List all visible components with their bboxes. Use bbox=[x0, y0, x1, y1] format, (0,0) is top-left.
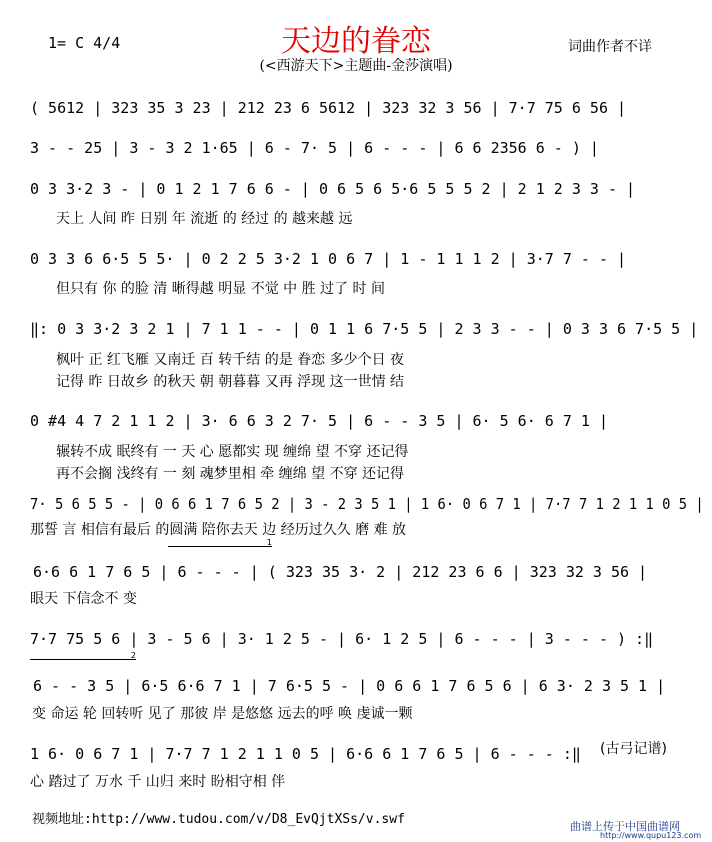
watermark-line-2: http://www.qupu123.com bbox=[600, 831, 702, 840]
watermark-line-1: 曲谱上传于中国曲谱网 bbox=[570, 820, 680, 833]
lyric-line: 但只有 你 的脸 清 晰得越 明显 不觉 中 胜 过了 时 间 bbox=[56, 281, 385, 297]
notation-row: ( 5612 | 323 35 3 23 | 212 23 6 5612 | 323 32 3 56 | 7·7 75 6 56 | bbox=[30, 99, 627, 117]
volta-bracket-1: 1 bbox=[168, 546, 272, 547]
lyric-line: 枫叶 正 红飞雁 又南迁 百 转千结 的是 眷恋 多少个日 夜 bbox=[56, 352, 405, 368]
notation-row: 0 3 3 6 6·5 5 5· | 0 2 2 5 3·2 1 0 6 7 | 1 - 1 1 1 2 | 3·7 7 - - | bbox=[30, 250, 627, 268]
notation-row: ‖: 0 3 3·2 3 2 1 | 7 1 1 - - | 0 1 1 6 7·5 5 | 2 3 3 - - | 0 3 3 6 7·5 5 | bbox=[30, 320, 699, 338]
transcriber-note: (古弓记谱) bbox=[600, 741, 667, 757]
notation-row: 0 3 3·2 3 - | 0 1 2 1 7 6 6 - | 0 6 5 6 5·6 5 5 5 2 | 2 1 2 3 3 - | bbox=[30, 180, 636, 198]
notation-row: 7·7 75 5 6 | 3 - 5 6 | 3· 1 2 5 - | 6· 1 2 5 | 6 - - - | 3 - - - ) :‖ bbox=[30, 630, 654, 648]
notation-row: 0 #4 4 7 2 1 1 2 | 3· 6 6 3 2 7· 5 | 6 - - 3 5 | 6· 5 6· 6 7 1 | bbox=[30, 412, 608, 430]
lyric-line: 那誓 言 相信有最后 的圆满 陪你去天 边 经历过久久 磨 难 放 bbox=[30, 522, 407, 538]
lyric-line: 辗转不成 眠终有 一 天 心 愿都实 现 缠绵 望 不穿 还记得 bbox=[56, 444, 409, 460]
notation-row: 7· 5 6 5 5 - | 0 6 6 1 7 6 5 2 | 3 - 2 3 5 1 | 1 6· 0 6 7 1 | 7·7 7 1 2 1 1 0 5 | bbox=[30, 495, 704, 513]
lyric-line: 再不会搁 浅终有 一 刻 魂梦里相 牵 缠绵 望 不穿 还记得 bbox=[56, 466, 405, 482]
lyric-line: 眼天 下信念不 变 bbox=[30, 591, 137, 607]
notation-row: 3 - - 25 | 3 - 3 2 1·65 | 6 - 7· 5 | 6 - - - | 6 6 2356 6 - ) | bbox=[30, 139, 599, 157]
volta-bracket-2: 2 bbox=[30, 659, 136, 660]
notation-row: 6 - - 3 5 | 6·5 6·6 7 1 | 7 6·5 5 - | 0 6 6 1 7 6 5 6 | 6 3· 2 3 5 1 | bbox=[33, 677, 666, 695]
key-signature: 1= C 4/4 bbox=[48, 34, 121, 52]
lyric-line: 心 踏过了 万水 千 山归 来时 盼相守相 伴 bbox=[30, 774, 286, 790]
lyric-line: 天上 人间 昨 日别 年 流逝 的 经过 的 越来越 远 bbox=[56, 211, 353, 227]
composer-credit: 词曲作者不详 bbox=[568, 39, 652, 55]
video-url: 视频地址:http://www.tudou.com/v/D8_EvQjtXSs/v.swf bbox=[32, 812, 405, 827]
notation-row: 1 6· 0 6 7 1 | 7·7 7 1 2 1 1 0 5 | 6·6 6 1 7 6 5 | 6 - - - :‖ bbox=[30, 745, 581, 763]
lyric-line: 变 命运 轮 回转听 见了 那彼 岸 是悠悠 远去的呼 唤 虔诚一颗 bbox=[32, 706, 413, 722]
notation-row: 6·6 6 1 7 6 5 | 6 - - - | ( 323 35 3· 2 | 212 23 6 6 | 323 32 3 56 | bbox=[33, 563, 648, 581]
lyric-line: 记得 昨 日故乡 的秋天 朝 朝暮暮 又再 浮现 这一世情 结 bbox=[56, 374, 405, 390]
song-subtitle: (<西游天下>主题曲-金莎演唱) bbox=[259, 58, 453, 74]
song-title: 天边的眷恋 bbox=[281, 24, 431, 59]
